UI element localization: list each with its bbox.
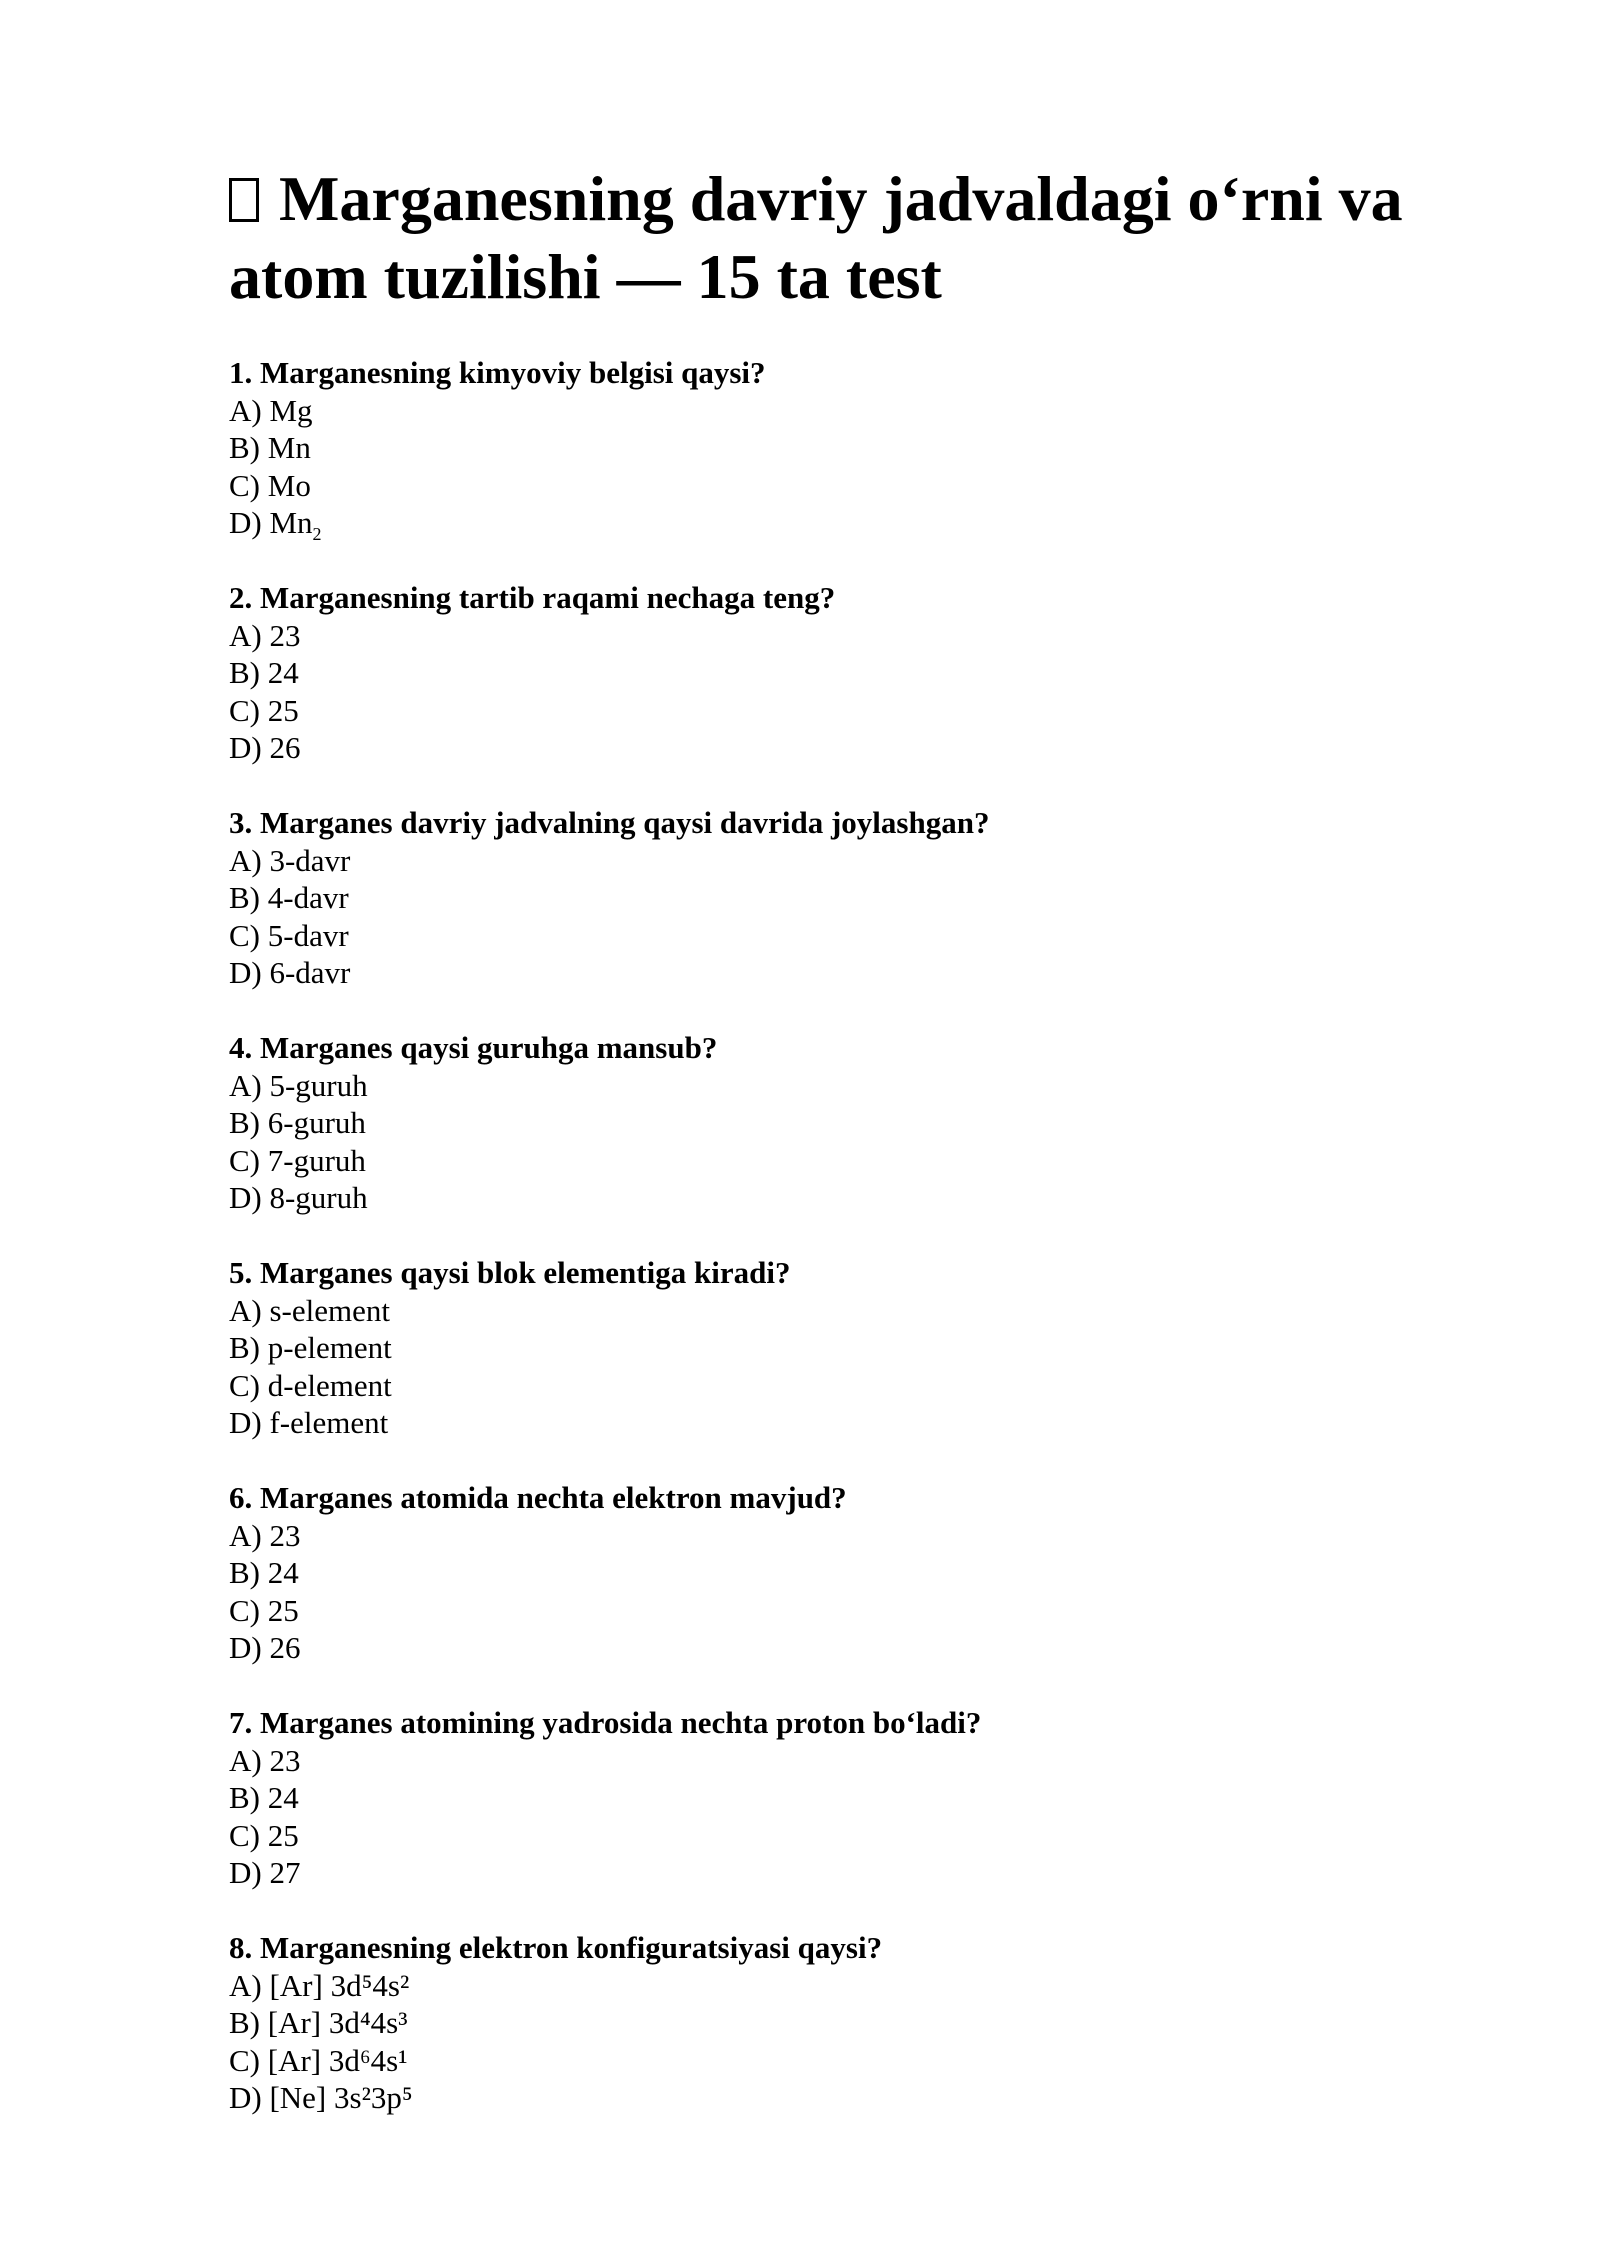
question-text: 3. Marganes davriy jadvalning qaysi davrida joylashgan? — [229, 805, 990, 840]
question-list — [229, 354, 1459, 2117]
answer-option-b: B) p-element — [229, 1330, 392, 1365]
question-3 — [229, 804, 1459, 992]
answer-option-a: A) s-element — [229, 1292, 390, 1328]
question-text: 2. Marganesning tartib raqami nechaga teng? — [229, 580, 836, 615]
answer-option-b: B) [Ar] 3d⁴4s³ — [229, 2005, 408, 2040]
answer-option-c: C) Mo — [229, 467, 311, 503]
answer-option-c: C) 25 — [229, 1817, 299, 1853]
answer-option-d: D) 26 — [229, 1630, 301, 1665]
question-2 — [229, 579, 1459, 767]
answer-option-d: D) 27 — [229, 1855, 301, 1890]
question-7 — [229, 1704, 1459, 1892]
answer-option-b: B) 4-davr — [229, 880, 349, 915]
question-5 — [229, 1254, 1459, 1442]
question-text: 6. Marganes atomida nechta elektron mavjud? — [229, 1480, 847, 1515]
missing-glyph-icon — [229, 178, 259, 222]
answer-option-b: B) Mn — [229, 430, 311, 465]
answer-option-d: D) 8-guruh — [229, 1180, 368, 1215]
answer-option-a: A) [Ar] 3d⁵4s² — [229, 1967, 410, 2003]
answer-option-c: C) 25 — [229, 692, 299, 728]
answer-option-a: A) 5-guruh — [229, 1067, 368, 1103]
answer-option-d: D) 26 — [229, 730, 301, 765]
answer-option-c: C) 5-davr — [229, 917, 349, 953]
answer-option-c: C) 7-guruh — [229, 1142, 366, 1178]
question-text: 4. Marganes qaysi guruhga mansub? — [229, 1030, 718, 1065]
answer-option-a: A) 23 — [229, 1742, 301, 1778]
answer-option-a: A) Mg — [229, 392, 313, 428]
question-text: 8. Marganesning elektron konfiguratsiyasi qaysi? — [229, 1930, 883, 1965]
answer-option-b: B) 24 — [229, 1555, 299, 1590]
answer-option-a: A) 23 — [229, 617, 301, 653]
document-title-text: Marganesning davriy jadvaldagi o‘rni va atom tuzilishi — 15 ta test — [229, 163, 1403, 312]
answer-option-b: B) 24 — [229, 1780, 299, 1815]
document-title — [229, 160, 1459, 316]
answer-option-d: D) f-element — [229, 1405, 389, 1440]
answer-option-a: A) 23 — [229, 1517, 301, 1553]
answer-option-d: D) 6-davr — [229, 955, 351, 990]
question-text: 1. Marganesning kimyoviy belgisi qaysi? — [229, 355, 766, 390]
question-1 — [229, 354, 1459, 545]
answer-option-d-text: D) Mn — [229, 505, 313, 540]
question-text: 5. Marganes qaysi blok elementiga kiradi? — [229, 1255, 791, 1290]
answer-option-c: C) d-element — [229, 1367, 392, 1403]
document-page — [229, 160, 1459, 2154]
answer-option-d: D) [Ne] 3s²3p⁵ — [229, 2080, 413, 2115]
answer-option-c: C) [Ar] 3d⁶4s¹ — [229, 2042, 408, 2078]
question-4 — [229, 1029, 1459, 1217]
answer-option-b: B) 24 — [229, 655, 299, 690]
question-6 — [229, 1479, 1459, 1667]
answer-option-b: B) 6-guruh — [229, 1105, 366, 1140]
answer-option-d-subscript: 2 — [312, 524, 322, 545]
answer-option-a: A) 3-davr — [229, 842, 351, 878]
question-8 — [229, 1929, 1459, 2117]
answer-option-d — [229, 504, 1459, 545]
answer-option-c: C) 25 — [229, 1592, 299, 1628]
question-text: 7. Marganes atomining yadrosida nechta proton bo‘ladi? — [229, 1705, 982, 1740]
